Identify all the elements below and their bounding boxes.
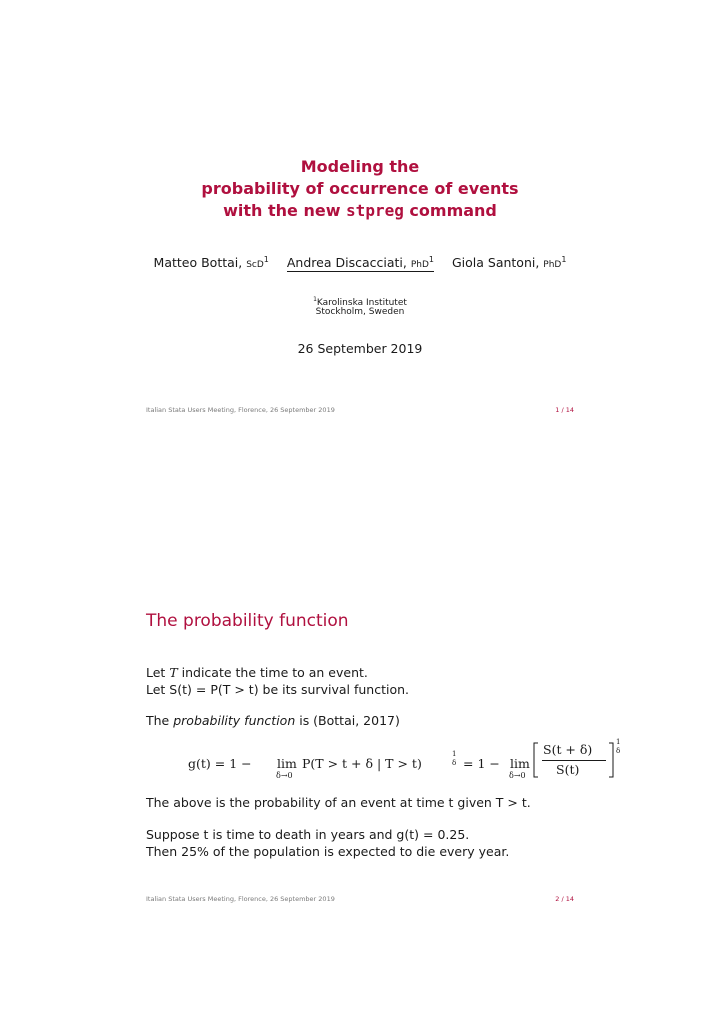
eq-conditional-prob: P(T > t + δ | T > t) — [302, 756, 422, 771]
eq-frac-den: S(t) — [556, 762, 580, 777]
slide1-title-line1: Modeling the — [300, 157, 420, 176]
author-2-presenter: Andrea Discacciati, PhD$^1$ — [286, 255, 434, 270]
slide2-frame-title: The probability function — [146, 611, 349, 631]
slide2-line5: Suppose t is time to death in years and g(t) = 0.25. — [146, 827, 470, 842]
eq-equals: = 1 − — [463, 756, 500, 771]
eq-exp-num-2: 1 — [616, 738, 621, 746]
slide1-page-number: 1 / 14 — [555, 406, 574, 414]
slide2-line3: The probability function is (Bottai, 2017) — [146, 713, 400, 728]
slide2-footer: Italian Stata Users Meeting, Florence, 26 September 2019 — [146, 895, 335, 903]
slide1-title-line2: probability of occurrence of events — [201, 179, 519, 198]
eq-lhs: g(t) = 1 − — [188, 756, 252, 771]
eq-lim-2: lim — [510, 756, 530, 771]
institute-city: Stockholm, Sweden — [315, 307, 405, 317]
probability-function-equation — [188, 738, 621, 782]
author-list — [0, 255, 720, 272]
slide2-page-number: 2 / 14 — [555, 895, 574, 903]
slide1-footer: Italian Stata Users Meeting, Florence, 26 September 2019 — [146, 406, 335, 414]
eq-exp-den-2: δ — [616, 747, 621, 755]
slide1-title-line3: with the new stpreg command — [223, 201, 497, 220]
eq-lim-sub-1: δ→0 — [276, 771, 293, 780]
fraction-bar — [542, 760, 606, 761]
eq-exp-den-1: δ — [452, 759, 457, 767]
slide1-date: 26 September 2019 — [297, 341, 423, 356]
author-1: Matteo Bottai, ScD$^1$ — [153, 255, 269, 270]
slide2-line4: The above is the probability of an event at time t given T > t. — [146, 795, 531, 810]
command-name: stpreg — [346, 201, 404, 220]
eq-exp-num-1: 1 — [452, 750, 457, 758]
eq-lim-1: lim — [277, 756, 297, 771]
slide2-line6: Then 25% of the population is expected to die every year. — [146, 844, 510, 859]
left-bracket — [533, 742, 539, 778]
slide2-line1: Let T indicate the time to an event. — [146, 665, 368, 680]
slide2-line2: Let S(t) = P(T > t) be its survival function. — [146, 682, 409, 697]
author-3: Giola Santoni, PhD$^1$ — [451, 255, 567, 270]
eq-lim-sub-2: δ→0 — [509, 771, 526, 780]
right-bracket — [608, 742, 614, 778]
eq-frac-num: S(t + δ) — [543, 742, 593, 757]
emphasis-term: probability function — [173, 713, 296, 728]
institute-name: $^1$Karolinska Institutet — [313, 296, 407, 308]
